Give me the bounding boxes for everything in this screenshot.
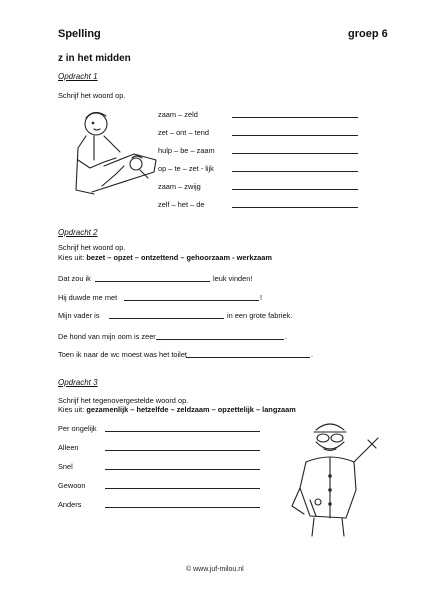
ex3-item-4: Gewoon: [58, 481, 86, 490]
ex3-kies-words: gezamenlijk – hetzelfde – zeldzaam – opzettelijk – langzaam: [86, 405, 296, 414]
ex1-answer-line-3[interactable]: [232, 153, 358, 154]
ex2-instruction: Schrijf het woord op.: [58, 243, 126, 252]
ex2-sentence-3-start: Mijn vader is: [58, 311, 100, 320]
ex2-sentence-2-end: !: [260, 293, 263, 302]
ex3-instruction: Schrijf het tegenovergestelde woord op.: [58, 396, 189, 405]
ex1-item-3: hulp – be – zaam: [158, 146, 215, 155]
ex1-answer-line-1[interactable]: [232, 117, 358, 118]
ex3-answer-line-5[interactable]: [105, 507, 260, 508]
ex2-sentence-4-start: De hond van mijn oom is zeer: [58, 332, 156, 341]
ex3-answer-line-3[interactable]: [105, 469, 260, 470]
ex2-sentence-4-end: .: [285, 332, 288, 341]
ex2-sentence-5-start: Toen ik naar de wc moest was het toilet: [58, 350, 187, 359]
ex2-kies-words: bezet – opzet – ontzettend – gehoorzaam - werkzaam: [86, 253, 272, 262]
ex1-answer-line-5[interactable]: [232, 189, 358, 190]
ex3-word-choice: [58, 405, 296, 414]
header-group: groep 6: [348, 28, 388, 40]
ex2-sentence-5-end: .: [311, 350, 314, 359]
ex2-heading: Opdracht 2: [58, 228, 98, 237]
ex2-blank-1[interactable]: [95, 281, 210, 282]
ex3-item-2: Alleen: [58, 443, 79, 452]
ex3-answer-line-4[interactable]: [105, 488, 260, 489]
ex1-item-5: zaam – zwijg: [158, 182, 201, 191]
ex1-heading: Opdracht 1: [58, 72, 98, 81]
ex3-item-3: Snel: [58, 462, 73, 471]
ex2-blank-2[interactable]: [124, 300, 259, 301]
ex1-item-4: op – te – zet - lijk: [158, 164, 214, 173]
ex3-answer-line-1[interactable]: [105, 431, 260, 432]
worksheet-subtitle: z in het midden: [58, 53, 131, 64]
ex1-answer-line-6[interactable]: [232, 207, 358, 208]
ex1-answer-line-2[interactable]: [232, 135, 358, 136]
ex2-sentence-2-start: Hij duwde me met: [58, 293, 118, 302]
dentist-illustration: [64, 100, 160, 200]
welder-illustration: [286, 418, 382, 540]
ex1-instruction: Schrijf het woord op.: [58, 91, 126, 100]
ex3-heading: Opdracht 3: [58, 378, 98, 387]
ex2-blank-4[interactable]: [156, 339, 284, 340]
ex3-item-1: Per ongelijk: [58, 424, 97, 433]
ex2-sentence-3-end: in een grote fabriek.: [227, 311, 293, 320]
ex2-blank-5[interactable]: [186, 357, 310, 358]
ex2-sentence-1-start: Dat zou ik: [58, 274, 91, 283]
ex1-item-6: zelf – het – de: [158, 200, 205, 209]
ex3-item-5: Anders: [58, 500, 82, 509]
ex2-kies-label: Kies uit:: [58, 253, 87, 262]
footer-credit: © www.juf-milou.nl: [186, 566, 244, 573]
header-subject: Spelling: [58, 28, 101, 40]
ex1-item-1: zaam – zeld: [158, 110, 198, 119]
ex1-answer-line-4[interactable]: [232, 171, 358, 172]
ex1-item-2: zet – ont – tend: [158, 128, 209, 137]
ex2-blank-3[interactable]: [109, 318, 224, 319]
ex2-sentence-1-end: leuk vinden!: [213, 274, 253, 283]
ex3-answer-line-2[interactable]: [105, 450, 260, 451]
ex3-kies-label: Kies uit:: [58, 405, 87, 414]
ex2-word-choice: [58, 253, 272, 262]
